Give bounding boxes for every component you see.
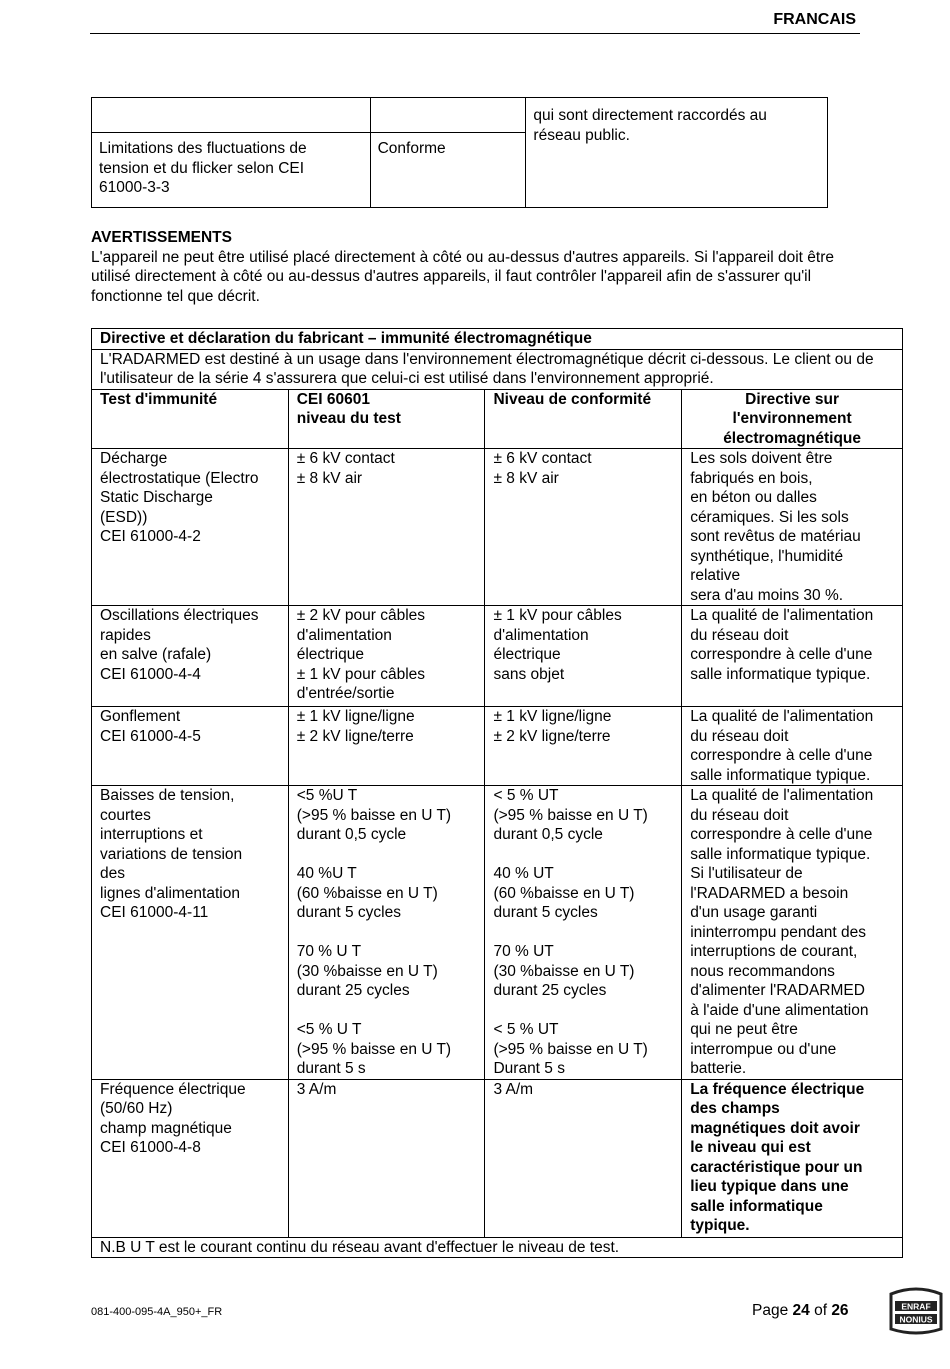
directive-cell: La qualité de l'alimentation du réseau doit correspondre à celle d'une salle informatique typique. <box>682 606 903 707</box>
test-level-cell: ± 1 kV ligne/ligne ± 2 kV ligne/terre <box>288 707 485 786</box>
enraf-nonius-logo-icon <box>885 1285 947 1335</box>
test-name-cell: Baisses de tension, courtes interruptions et variations de tension des lignes d'alimentation CEI 61000-4-11 <box>92 786 289 1080</box>
directive-cell: La fréquence électrique des champs magnétiques doit avoir le niveau qui est caractéristique pour un lieu typique dans une salle informatique typique. <box>682 1079 903 1237</box>
test-level-cell: ± 2 kV pour câbles d'alimentation électrique ± 1 kV pour câbles d'entrée/sortie <box>288 606 485 707</box>
immunity-title: Directive et déclaration du fabricant – immunité électromagnétique <box>92 329 903 350</box>
compliance-level-cell: ± 1 kV ligne/ligne ± 2 kV ligne/terre <box>485 707 682 786</box>
page-header <box>90 10 860 34</box>
column-header-directive: Directive sur l'environnement électromagnétique <box>682 389 903 449</box>
document-reference: 081-400-095-4A_950+_FR <box>91 1306 223 1318</box>
column-header-compliance: Niveau de conformité <box>485 389 682 449</box>
test-level-cell: 3 A/m <box>288 1079 485 1237</box>
header-language: FRANCAIS <box>773 11 856 28</box>
total-pages: 26 <box>831 1302 849 1319</box>
test-name-cell: Gonflement CEI 61000-4-5 <box>92 707 289 786</box>
immunity-table <box>91 328 903 1258</box>
svg-text:NONIUS: NONIUS <box>899 1314 933 1325</box>
test-level-cell: <5 %U T (>95 % baisse en U T) durant 0,5 cycle 40 %U T (60 %baisse en U T) durant 5 cycles 70 % U T (30 %baisse en U T) durant 25 cycles <5 % U T (>95 % baisse en U T) durant 5 s <box>288 786 485 1080</box>
test-name-cell: Fréquence électrique (50/60 Hz) champ magnétique CEI 61000-4-8 <box>92 1079 289 1237</box>
table-row <box>92 786 903 1080</box>
flicker-limit-label: Limitations des fluctuations de tension et du flicker selon CEI 61000-3-3 <box>92 133 371 208</box>
conformity-table <box>91 97 828 208</box>
top-table-empty-cell <box>92 98 371 133</box>
directive-cell: Les sols doivent être fabriqués en bois, en béton ou dalles céramiques. Si les sols sont revêtus de matériau synthétique, l'humidité relative sera d'au moins 30 %. <box>682 449 903 606</box>
test-level-cell: ± 6 kV contact ± 8 kV air <box>288 449 485 606</box>
table-row <box>92 606 903 707</box>
column-header-test-level: CEI 60601 niveau du test <box>288 389 485 449</box>
directive-cell: La qualité de l'alimentation du réseau doit correspondre à celle d'une salle informatique typique. Si l'utilisateur de l'RADARMED a besoin d'un usage garanti ininterrompu pendant des interruptions de courant, nous recommandons d'alimenter l'RADARMED à l'aide d'une alimentation qui ne peut être interrompue ou d'une batterie. <box>682 786 903 1080</box>
warnings-text: L'appareil ne peut être utilisé placé directement à côté ou au-dessus d'autres appareils. Si l'appareil doit être utilisé directement à côté ou au-dessus d'autres appareils, il faut contrôler l'appareil afin de s'assurer qu'il fonctionne tel que décrit. <box>91 248 834 305</box>
warnings-section <box>91 228 861 306</box>
table-row <box>92 449 903 606</box>
svg-text:ENRAF: ENRAF <box>901 1301 931 1312</box>
test-name-cell: Décharge électrostatique (Electro Static Discharge (ESD)) CEI 61000-4-2 <box>92 449 289 606</box>
top-table-empty-cell <box>370 98 526 133</box>
immunity-intro: L'RADARMED est destiné à un usage dans l'environnement électromagnétique décrit ci-dessous. Le client ou de l'utilisateur de la série 4 s'assurera que celui-ci est utilisé dans l'environnement approprié. <box>92 349 903 389</box>
compliance-level-cell: ± 1 kV pour câbles d'alimentation électrique sans objet <box>485 606 682 707</box>
test-name-cell: Oscillations électriques rapides en salve (rafale) CEI 61000-4-4 <box>92 606 289 707</box>
table-row <box>92 707 903 786</box>
flicker-limit-value: Conforme <box>370 133 526 208</box>
column-header-test: Test d'immunité <box>92 389 289 449</box>
compliance-level-cell: ± 6 kV contact ± 8 kV air <box>485 449 682 606</box>
compliance-level-cell: 3 A/m <box>485 1079 682 1237</box>
page-number: Page 24 of 26 <box>752 1302 849 1319</box>
directive-cell: La qualité de l'alimentation du réseau doit correspondre à celle d'une salle informatique typique. <box>682 707 903 786</box>
table-row <box>92 1079 903 1237</box>
top-table-note: qui sont directement raccordés au réseau public. <box>526 98 828 208</box>
compliance-level-cell: < 5 % UT (>95 % baisse en U T) durant 0,5 cycle 40 % UT (60 %baisse en U T) durant 5 cycles 70 % UT (30 %baisse en U T) durant 25 cycles < 5 % UT (>95 % baisse en U T) Durant 5 s <box>485 786 682 1080</box>
current-page: 24 <box>792 1302 810 1319</box>
warnings-title: AVERTISSEMENTS <box>91 229 232 246</box>
immunity-note: N.B U T est le courant continu du réseau avant d'effectuer le niveau de test. <box>92 1237 903 1258</box>
